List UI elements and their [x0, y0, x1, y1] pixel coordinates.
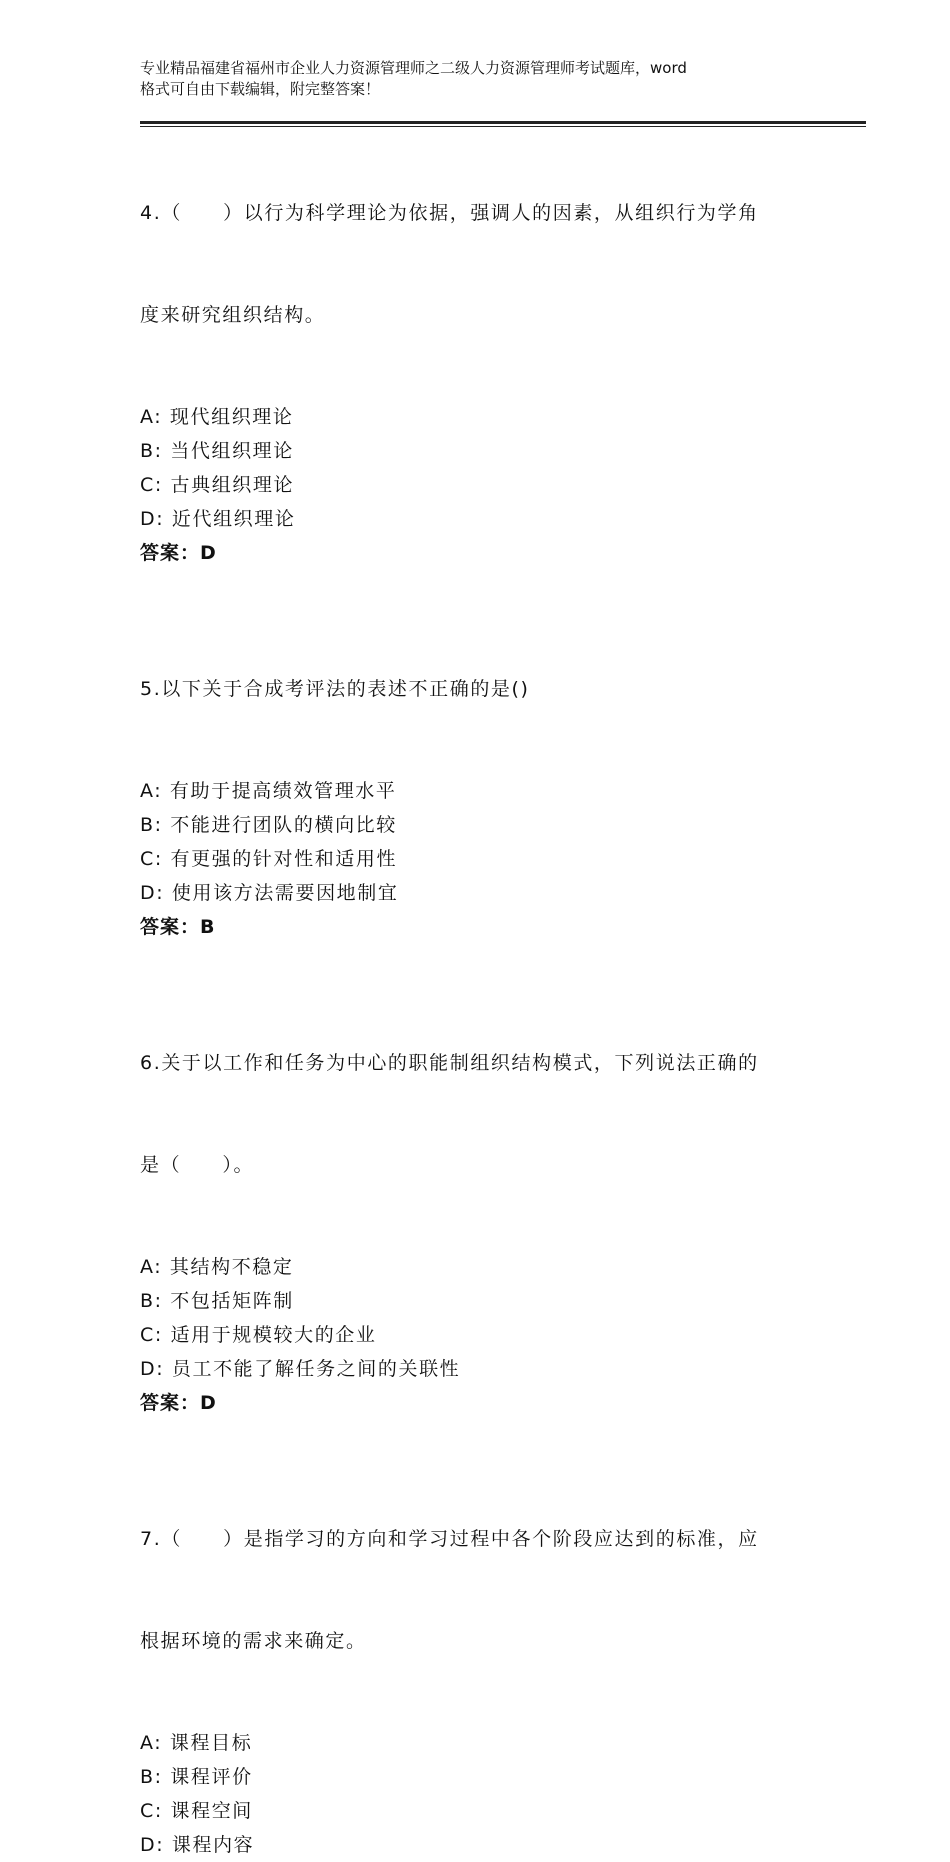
option-c: C: 古典组织理论 [140, 474, 295, 496]
option-b: B: 当代组织理论 [140, 440, 294, 462]
question-4 [140, 128, 840, 570]
question-stem [140, 1454, 840, 1726]
question-stem-line: 4.（ ）以行为科学理论为依据，强调人的因素，从组织行为学角 [140, 202, 759, 224]
header-line-2: 格式可自由下载编辑，附完整答案！ [140, 80, 381, 98]
option-d: D: 员工不能了解任务之间的关联性 [140, 1358, 461, 1380]
question-stem [140, 128, 840, 400]
option-d: D: 使用该方法需要因地制宜 [140, 882, 399, 904]
answer-label: 答案：D [140, 1392, 217, 1414]
option-c: C: 适用于规模较大的企业 [140, 1324, 377, 1346]
option-d: D: 课程内容 [140, 1834, 255, 1856]
option-b: B: 不能进行团队的横向比较 [140, 814, 397, 836]
question-stem-line: 度来研究组织结构。 [140, 304, 326, 326]
question-stem-line: 5.以下关于合成考评法的表述不正确的是() [140, 678, 530, 700]
question-stem-line: 是（ ）。 [140, 1154, 255, 1176]
option-b: B: 不包括矩阵制 [140, 1290, 294, 1312]
option-d: D: 近代组织理论 [140, 508, 296, 530]
option-a: A: 课程目标 [140, 1732, 253, 1754]
question-list [140, 128, 840, 1862]
question-spacer [140, 1420, 840, 1454]
header-line-1: 专业精品福建省福州市企业人力资源管理师之二级人力资源管理师考试题库，word [140, 59, 687, 77]
question-stem [140, 978, 840, 1250]
option-c: C: 有更强的针对性和适用性 [140, 848, 398, 870]
option-a: A: 其结构不稳定 [140, 1256, 294, 1278]
question-6 [140, 978, 840, 1420]
question-spacer [140, 944, 840, 978]
question-stem-line: 6.关于以工作和任务为中心的职能制组织结构模式，下列说法正确的 [140, 1052, 759, 1074]
header-rule-thin [140, 126, 866, 127]
option-a: A: 有助于提高绩效管理水平 [140, 780, 397, 802]
question-5 [140, 604, 840, 944]
header-rule-thick [140, 121, 866, 124]
option-a: A: 现代组织理论 [140, 406, 294, 428]
question-7 [140, 1454, 840, 1862]
question-spacer [140, 570, 840, 604]
question-stem-line: 7.（ ）是指学习的方向和学习过程中各个阶段应达到的标准，应 [140, 1528, 759, 1550]
question-stem-line: 根据环境的需求来确定。 [140, 1630, 367, 1652]
document-header [140, 58, 840, 100]
option-c: C: 课程空间 [140, 1800, 253, 1822]
answer-label: 答案：B [140, 916, 216, 938]
question-stem [140, 604, 840, 774]
answer-label: 答案：D [140, 542, 217, 564]
option-b: B: 课程评价 [140, 1766, 253, 1788]
